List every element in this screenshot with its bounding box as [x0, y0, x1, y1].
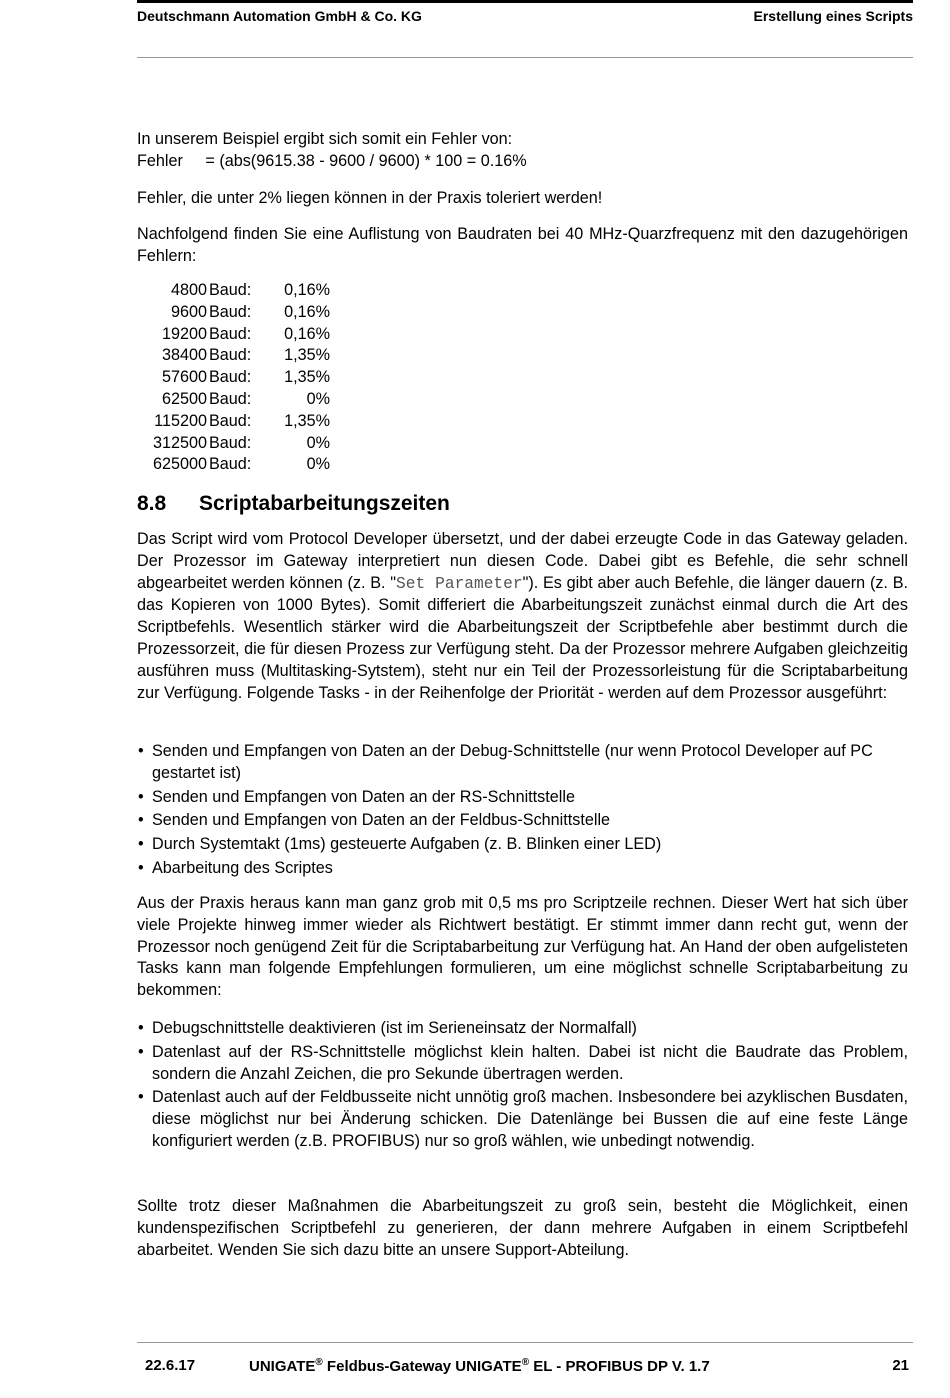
- baud-row: [137, 367, 330, 389]
- inline-code: Set Parameter: [396, 574, 523, 593]
- baud-unit: Baud:: [209, 433, 252, 452]
- recommendation-item: • Datenlast auch auf der Feldbusseite nicht unnötig groß machen. Insbesondere bei azyklischen Busdaten, diese möglichst nur bei Änderung schicken. Die Datenlänge bei Bussen die auf eine feste Länge konfiguriert werden (z.B. PROFIBUS) nur so groß wählen, wie unbedingt notwendig.: [137, 1087, 908, 1152]
- baud-unit: Baud:: [209, 302, 252, 321]
- intro-formula: Fehler = (abs(9615.38 - 9600 / 9600) * 100 = 0.16%: [137, 151, 527, 170]
- baud-unit: Baud:: [209, 389, 252, 408]
- header-company: Deutschmann Automation GmbH & Co. KG: [137, 8, 422, 24]
- task-list: [137, 741, 908, 882]
- header-top-rule: [137, 0, 913, 3]
- task-item: • Senden und Empfangen von Daten an der Debug-Schnittstelle (nur wenn Protocol Developer auf PC gestartet ist): [137, 741, 908, 785]
- baud-row: [137, 345, 330, 367]
- baud-error: 1,35%: [284, 411, 330, 430]
- section-heading: [137, 492, 450, 516]
- section-paragraph-3: Sollte trotz dieser Maßnahmen die Abarbeitungszeit zu groß sein, besteht die Möglichkeit, einen kundenspezifischen Scriptbefehl zu generieren, der dann mehrere Aufgaben in einem Scriptbefehl abarbeitet. Wenden Sie sich dazu bitte an unsere Support-Abteilung.: [137, 1197, 908, 1259]
- baud-error: 1,35%: [284, 346, 330, 365]
- baud-unit: Baud:: [209, 368, 252, 387]
- section-number: 8.8: [137, 492, 167, 515]
- baud-rate: 625000: [152, 455, 207, 474]
- section-paragraph-1: Das Script wird vom Protocol Developer übersetzt, und der dabei erzeugte Code in das Gateway geladen. Der Prozessor im Gateway interpretiert nun diesen Code. Dabei gibt es Befehle, die sehr schnell abgearbeitet werden können (z. B. "Set Parameter"). Es gibt aber auch Befehle, die länger dauern (z. B. das Kopieren von 1000 Bytes). Somit differiert die Abarbeitungszeit zunächst einmal durch die Art des Scriptbefehls. Wesentlich stärker wird die Abarbeitungszeit der Scriptbefehle aber bestimmt durch die Prozessorzeit, die für diesen Prozess zur Verfügung steht. Da der Prozessor mehrere Aufgaben gleichzeitig ausführen muss (Multitasking-Sytstem), steht nur ein Teil der Prozessorleistung für die Scriptabarbeitung zur Verfügung. Folgende Tasks - in der Reihenfolge der Priorität - werden auf dem Prozessor ausgeführt:: [137, 530, 908, 702]
- section-title: Scriptabarbeitungszeiten: [199, 492, 450, 515]
- baud-rate: 9600: [170, 302, 207, 321]
- footer-rule: [137, 1342, 913, 1343]
- baud-error: 0%: [306, 389, 330, 408]
- baud-error: 1,35%: [284, 368, 330, 387]
- task-item: • Senden und Empfangen von Daten an der RS-Schnittstelle: [137, 787, 908, 809]
- task-item: • Abarbeitung des Scriptes: [137, 858, 908, 880]
- baud-unit: Baud:: [209, 411, 252, 430]
- baud-rate: 19200: [161, 324, 207, 343]
- baud-row: [137, 411, 330, 433]
- baud-rate: 312500: [152, 433, 207, 452]
- baud-rate: 4800: [170, 281, 207, 299]
- baud-error: 0%: [306, 433, 330, 452]
- baud-unit: Baud:: [209, 346, 252, 365]
- baud-error: 0,16%: [284, 302, 330, 321]
- baud-unit: Baud:: [209, 281, 252, 299]
- baud-rate: 115200: [154, 411, 207, 430]
- footer-page-number: 21: [892, 1357, 909, 1374]
- baud-error: 0,16%: [284, 281, 330, 299]
- intro-block: [137, 129, 908, 173]
- baud-row: [137, 302, 330, 324]
- baud-row: [137, 454, 330, 476]
- task-item: • Durch Systemtakt (1ms) gesteuerte Aufgaben (z. B. Blinken einer LED): [137, 834, 908, 856]
- baud-rate: 62500: [161, 389, 207, 408]
- baud-unit: Baud:: [209, 455, 252, 474]
- header-rule: [137, 57, 913, 58]
- baud-error: 0,16%: [284, 324, 330, 343]
- recommendation-list: [137, 1018, 908, 1155]
- baud-row: [137, 324, 330, 346]
- baud-rate-table: [137, 280, 330, 476]
- section-paragraph-2: Aus der Praxis heraus kann man ganz grob mit 0,5 ms pro Scriptzeile rechnen. Dieser Wert hat sich über viele Projekte hinweg immer wieder als Richtwert bestätigt. Er stimmt immer dann recht gut, wenn der Prozessor noch genügend Zeit für die Scriptabarbeitung zur Verfügung hat. An Hand der oben aufgelisteten Tasks kann man folgende Empfehlungen formulieren, um eine möglichst schnelle Scriptabarbeitung zu bekommen:: [137, 894, 908, 1000]
- tolerance-text: Fehler, die unter 2% liegen können in der Praxis toleriert werden!: [137, 189, 603, 207]
- baud-rate: 57600: [161, 368, 207, 387]
- intro-line-1: In unserem Beispiel ergibt sich somit ein Fehler von:: [137, 130, 513, 148]
- baud-row: [137, 389, 330, 411]
- footer-title: UNIGATE® Feldbus-Gateway UNIGATE® EL - PROFIBUS DP V. 1.7: [249, 1357, 710, 1375]
- recommendation-item: • Debugschnittstelle deaktivieren (ist im Serieneinsatz der Normalfall): [137, 1018, 908, 1040]
- baud-list-intro: Nachfolgend finden Sie eine Auflistung von Baudraten bei 40 MHz-Quarzfrequenz mit den dazugehörigen Fehlern:: [137, 225, 908, 265]
- baud-unit: Baud:: [209, 324, 252, 343]
- header-chapter: Erstellung eines Scripts: [753, 8, 913, 24]
- baud-row: [137, 280, 330, 302]
- recommendation-item: • Datenlast auf der RS-Schnittstelle möglichst klein halten. Dabei ist nicht die Baudrate das Problem, sondern die Anzahl Zeichen, die pro Sekunde übertragen werden.: [137, 1042, 908, 1086]
- baud-row: [137, 433, 330, 455]
- baud-error: 0%: [306, 455, 330, 474]
- footer-date: 22.6.17: [145, 1357, 196, 1374]
- task-item: • Senden und Empfangen von Daten an der Feldbus-Schnittstelle: [137, 810, 908, 832]
- baud-rate: 38400: [161, 346, 207, 365]
